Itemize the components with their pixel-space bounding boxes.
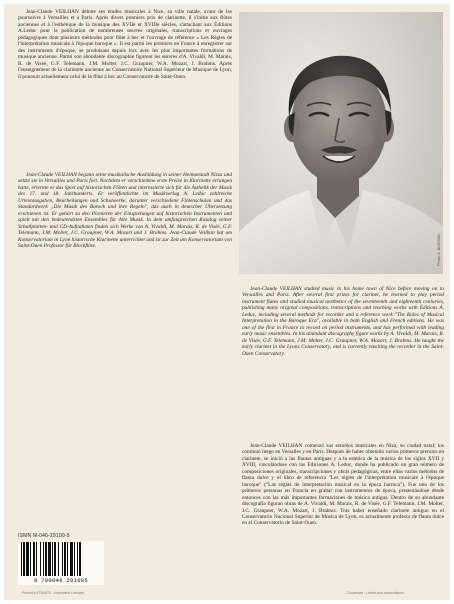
barcode-bar [67, 542, 68, 576]
barcode-bar [54, 542, 56, 576]
barcode-bar [52, 542, 53, 576]
barcode-bars [18, 541, 104, 577]
biography-german: Jean-Claude VEILHAN begann seine musikalische Ausbildung in seiner Heimatstadt Nizza und setzte sie in Versailles und Paris fort. Nachdem er verschiedene erste Preise in Klarinette errungen hatte, erlernte er das Spiel auf historischen Flöten und interessierte sich für die Ästhetik der Musik des 17. und 18. Jahrhunderts. Er veröffentlichte im Musikverlag A. Leduc zahlreiche Urtextausgaben, Bearbeitungen und Schulwerke, darunter verschiedene Flötenschulen und das Standardwerk „Die Musik des Barock und ihre Regeln", das auch in deutscher Übersetzung erschienen ist. Er gehört zu den Pionieren der Einspielungen auf historischen Instrumenten und spielt mit den bedeutendsten Ensembles für Alte Musik. In dem umfangreichen Katalog seiner Schallplatten- und CD-Aufnahmen finden sich Werke von A. Vivaldi, M. Marais, R. de Visée, G.F. Telemann, J.M. Molter, J.C. Graupner, W.A. Mozart und J. Brahms. Jean-Claude Veilhan hat am Konservatorium in Lyon historische Klarinette unterrichtet und ist zur Zeit am Konservatorium von Saint-Ouen Professor für Blockflöte. [18, 172, 232, 249]
footer-printer: Printed in FRANCE - Imprimerie Lemoine [22, 591, 85, 595]
barcode-bar [48, 542, 51, 576]
ismn-number: ISMN M-046-29100-5 [18, 533, 70, 539]
back-cover [4, 4, 450, 600]
barcode-bar [79, 542, 81, 576]
biography-french: Jean-Claude VEILHAN débute ses études musicales à Nice, sa ville natale, avant de les poursuivre à Versailles et à Paris. Après divers premiers prix de clarinette, il s'initie aux flûtes anciennes et à l'esthétique de la musique des XVIIe et XVIIIe siècles, s'attachant aux Éditions A.Leduc pour la publication de nombreuses œuvres originales, transcriptions et ouvrages pédagogiques dont plusieurs méthodes pour flûte à bec et l'ouvrage de référence « Les Règles de l'interprétation musicale à l'époque baroque ». Il est parmi les premiers en France à enregistrer sur des instruments d'époque, se produisant depuis lors avec les plus importantes formations de musique ancienne. Parmi son abondante discographie figurent les œuvres d'A. Vivaldi, M. Marais, R. de Visée, G.F. Telemann, J.M. Molter, J.C. Graupner, W.A. Mozart, J. Brahms. Après l'enseignement de la clarinette ancienne au Conservatoire National Supérieur de Musique de Lyon, il poursuit actuellement celui de la flûte à bec au Conservatoire de Saint-Ouen. [18, 9, 232, 80]
biography-spanish: Jean-Claude VEILHAN comenzó sus estudios musicales en Niza, su ciudad natal; los continuó luego en Versalles y en París. Después de haber obtenido varios primeros premios en clarinete, se inició a las flautas antiguas y a la estética de la música de los siglos XVII y XVIII, vinculándose con las Ediciones A. Leduc, donde ha publicado un gran número de composiciones originales, transcripciones y obras pedagógicas, entre ellas varios métodos de flauta dulce y el libro de referencia "Les règles de l'interprétation musicale à l'époque baroque" ("Las reglas de interpretación musical en la época barroca"). Fue uno de los primeros personas en Francia en grabar con instrumentos de época, presentándose desde entonces con las más importantes formaciones de música antigua. Dentro de su abundante discografía figuran obras de A. Vivaldi, M. Marais, R. de Visée, G.F. Telemann, J.M. Molter, J.C. Graupner, W.A. Mozart, J. Brahms. Tras haber enseñado clarinete antiguo en el Conservatorio Nacional Superior de Música de Lyon, es actualmente profesor de flauta dulce en el Conservatorio de Saint-Ouen. [242, 443, 444, 527]
photo-credit: Photo: A. BUISSON [437, 234, 441, 266]
barcode-number: 9 790046 291005 [18, 577, 104, 584]
biography-english: Jean-Claude VEILHAN studied music in his home town of Nice before moving on to Versailles and Paris. After several first prizes for clarinet, he learned to play period instrument flutes and studied musical aesthetics of the seventeenth and eighteenth centuries, publishing many original compositions, transcriptions and teaching works with Éditions A. Leduc, including several methods for recorder and a reference work "The Rules of Musical Interpretation in the Baroque Era", available in both English and French editions. He was one of the first in France to record on period instruments, and has performed with leading early music ensembles. In his abundant discography figure works by A. Vivaldi, M. Marais, R. de Visée, G.F. Telemann, J.M. Molter, J.C. Graupner, W.A. Mozart, J. Brahms. He taught the early clarinet in the Lyons Conservatory, and is currently teaching the recorder in the Saint-Ouen Conservatory. [242, 286, 444, 357]
barcode-bar [45, 542, 47, 576]
barcode-bar [26, 542, 29, 576]
portrait-photo [239, 12, 443, 274]
barcode-bar [77, 542, 78, 576]
portrait-illustration [239, 12, 443, 274]
footer-cover-credit: Couverture : Lettres aux compositeurs [346, 591, 404, 595]
barcode-bar [43, 542, 44, 576]
barcode-bar [30, 542, 31, 576]
barcode-bar [40, 542, 41, 576]
barcode-bar [23, 542, 25, 576]
barcode-bar [64, 542, 66, 576]
barcode-bar [74, 542, 75, 576]
barcode-bar [58, 542, 59, 576]
barcode [18, 541, 104, 585]
barcode-bar [62, 542, 63, 576]
barcode-bar [70, 542, 73, 576]
barcode-bar [21, 542, 22, 576]
barcode-bar [33, 542, 35, 576]
barcode-bar [36, 542, 37, 576]
